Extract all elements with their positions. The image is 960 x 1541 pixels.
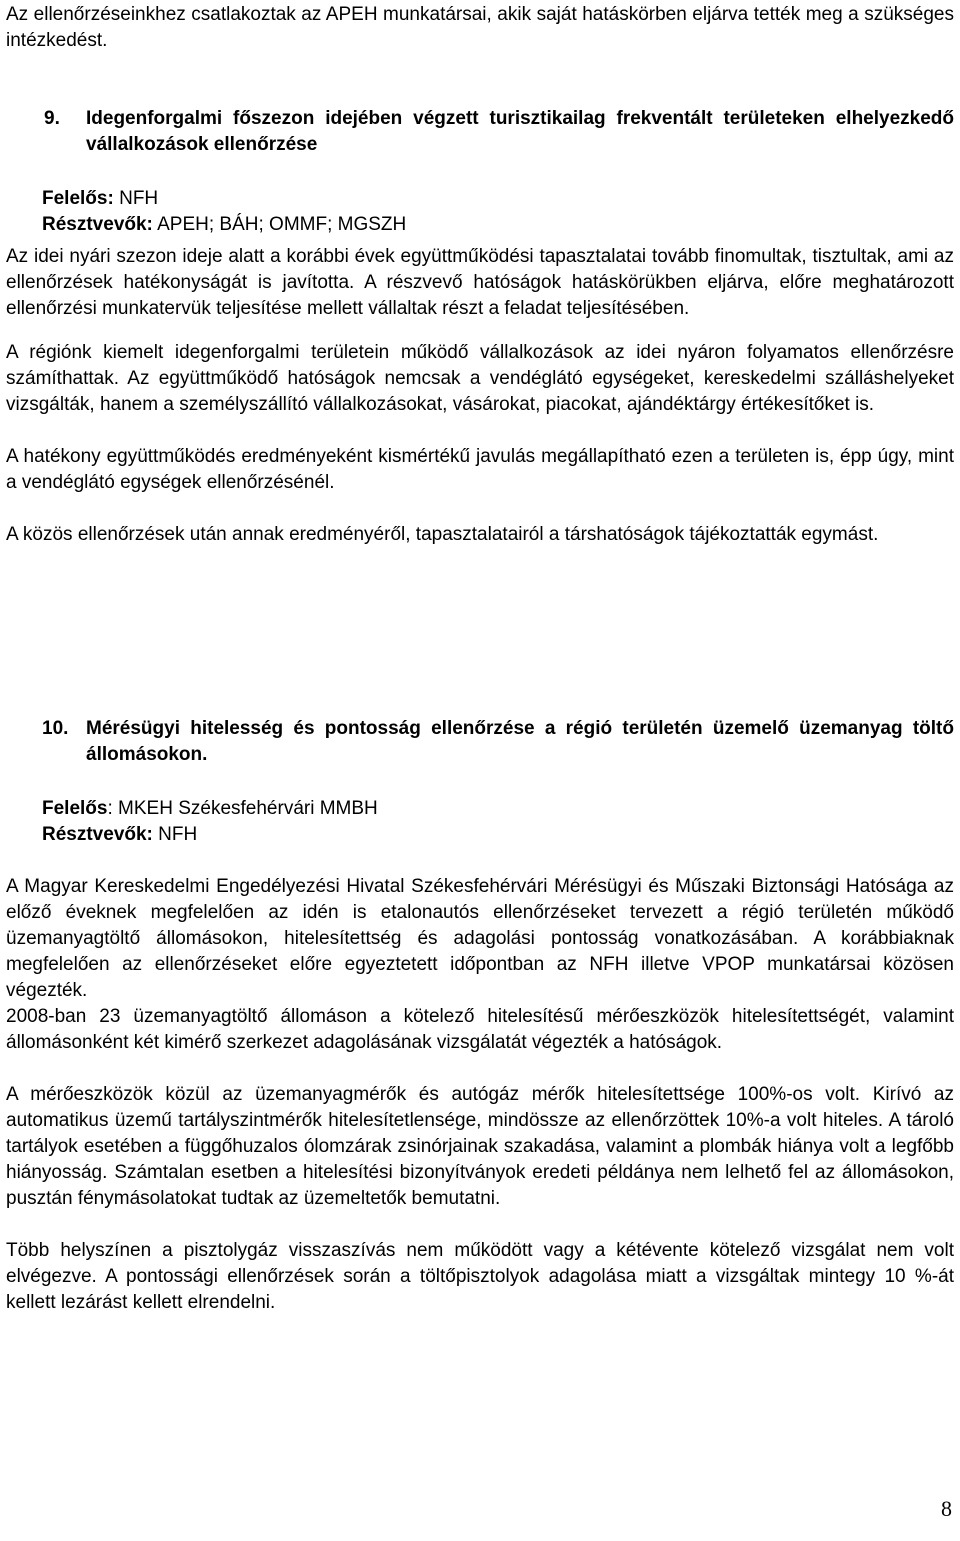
section-10	[6, 716, 954, 1316]
section-10-participants-value: NFH	[152, 824, 198, 845]
section-10-responsible-label: Felelős	[42, 798, 108, 819]
section-10-responsible-value: : MKEH Székesfehérvári MMBH	[107, 798, 378, 819]
section-9-number: 9.	[44, 108, 60, 129]
section-10-paragraph: 2008-ban 23 üzemanyagtöltő állomáson a kötelező hitelesítésű mérőeszközök hitelesítettségét, valamint állomásonként két kimérő szerkezet adagolásának vizsgálatát végezték a hatóságok.	[6, 1006, 954, 1053]
section-9-heading	[6, 106, 954, 158]
section-9-participants	[42, 212, 954, 238]
section-9-paragraph: A hatékony együttműködés eredményeként kismértékű javulás megállapítható ezen a területen is, épp úgy, mint a vendéglátó egységek ellenőrzésénél.	[6, 446, 954, 493]
section-9-paragraph: Az idei nyári szezon ideje alatt a korábbi évek együttműködési tapasztalatai tovább finomultak, tisztultak, ami az ellenőrzések hatékonyságát is javította. A részvevő hatóságok hatáskörükben eljárva, előre meghatározott ellenőrzési munkatervük teljesítése mellett vállaltak részt a feladat teljesítésében.	[6, 246, 954, 319]
section-9-paragraph: A közös ellenőrzések után annak eredményéről, tapasztalatairól a társhatóságok tájékoztatták egymást.	[6, 524, 879, 545]
section-9-participants-label: Résztvevők:	[42, 214, 153, 235]
page-number: 8	[941, 1496, 952, 1521]
section-10-paragraph: Több helyszínen a pisztolygáz visszaszívás nem működött vagy a kétévente kötelező vizsgálat nem volt elvégezve. A pontossági ellenőrzések során a töltőpisztolyok adagolása miatt a vizsgáltak mintegy 10 %-át kellett lezárást kellett elrendelni.	[6, 1240, 954, 1313]
section-9-responsible-label: Felelős:	[42, 188, 114, 209]
section-10-participants-label: Résztvevők:	[42, 824, 153, 845]
section-9-responsible-value: NFH	[113, 188, 159, 209]
section-10-paragraph: A mérőeszközök közül az üzemanyagmérők és autógáz mérők hitelesítettsége 100%-os volt. Kirívó az automatikus üzemű tartályszintmérők hitelesítetlensége, mindössze az ellenőrzöttek 10%-a volt hiteles. A tároló tartályok esetében a függőhuzalos ólomzárak zsinórjainak szakadása, valamint a plombák hiánya volt a legfőbb hiányosság. Számtalan esetben a hitelesítési bizonyítványok eredeti példánya nem lelhető fel az állomásokon, pusztán fénymásolatokat tudtak az üzemeltetők bemutatni.	[6, 1084, 954, 1209]
intro-paragraph: Az ellenőrzéseinkhez csatlakoztak az APEH munkatársai, akik saját hatáskörben eljárva tették meg a szükséges intézkedést.	[6, 4, 954, 51]
section-9	[6, 106, 954, 548]
section-10-number: 10.	[42, 718, 69, 739]
section-9-responsible	[42, 186, 954, 212]
section-10-heading	[6, 716, 954, 768]
section-10-title: Mérésügyi hitelesség és pontosság ellenőrzése a régió területén üzemelő üzemanyag töltő állomásokon.	[86, 718, 954, 765]
section-10-participants	[42, 822, 954, 848]
section-10-paragraph: A Magyar Kereskedelmi Engedélyezési Hivatal Székesfehérvári Mérésügyi és Műszaki Biztonsági Hatósága az előző éveknek megfelelően az idén is etalonautós ellenőrzéseket tervezett a régió területén működő üzemanyagtöltő állomásokon, hitelesítettség és adagolási pontosság vonatkozásában. A korábbiaknak megfelelően az ellenőrzéseket előre egyeztetett időpontban az NFH illetve VPOP munkatársai közösen végezték.	[6, 876, 954, 1001]
section-9-title: Idegenforgalmi főszezon idejében végzett turisztikailag frekventált területeken elhelyezkedő vállalkozások ellenőrzése	[86, 108, 954, 155]
section-9-participants-value: APEH; BÁH; OMMF; MGSZH	[152, 214, 407, 235]
section-9-paragraph: A régiónk kiemelt idegenforgalmi területein működő vállalkozások az idei nyáron folyamatos ellenőrzésre számíthattak. Az együttműködő hatóságok nemcsak a vendéglátó egységeket, kereskedelmi szálláshelyeket vizsgálták, hanem a személyszállító vállalkozásokat, vásárokat, piacokat, ajándéktárgy értékesítőket is.	[6, 342, 954, 415]
section-10-responsible	[42, 796, 954, 822]
